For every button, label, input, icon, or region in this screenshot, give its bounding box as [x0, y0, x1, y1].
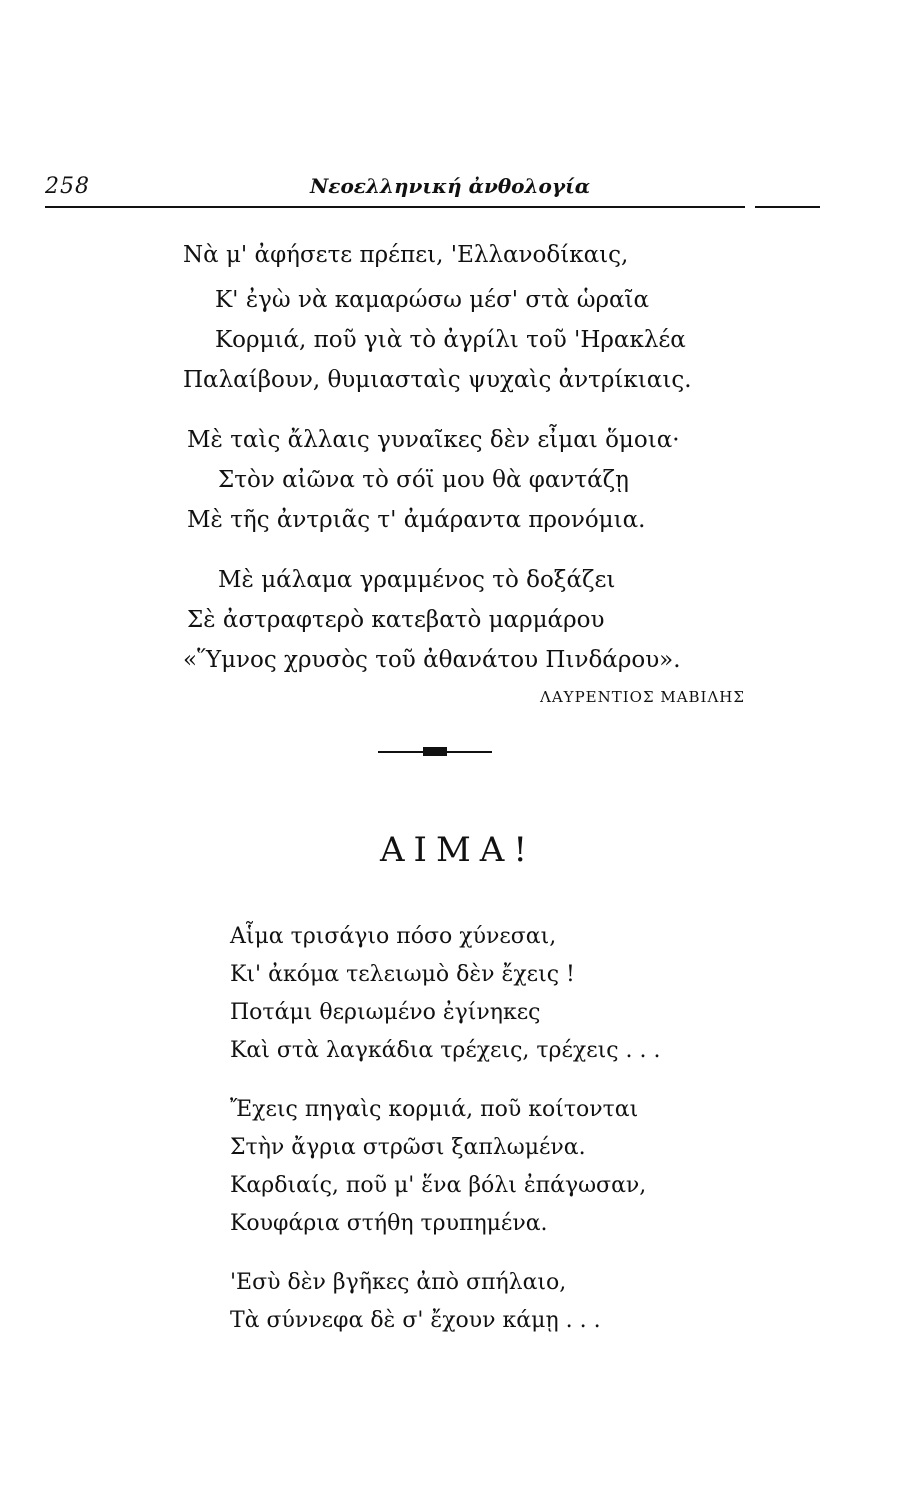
poem2-title: ΑΙΜΑ! — [380, 830, 537, 870]
section-divider — [378, 747, 492, 757]
poem1-author: ΛΑΥΡΕΝΤΙΟΣ ΜΑΒΙΛΗΣ — [540, 688, 745, 706]
poem1-line: Νὰ μ' ἀφήσετε πρέπει, 'Ελλανοδίκαις, — [183, 242, 629, 268]
poem1-line: Μὲ ταὶς ἄλλαις γυναῖκες δὲν εἶμαι ὅμοια· — [187, 427, 680, 453]
poem2-line: Τὰ σύννεφα δὲ σ' ἔχουν κάμῃ . . . — [230, 1308, 601, 1333]
running-title: Νεοελληνική ἀνθολογία — [310, 174, 591, 198]
page-number: 258 — [45, 174, 90, 199]
poem1-line: Κ' ἐγὼ νὰ καμαρώσω μέσ' στὰ ὡραῖα — [215, 287, 650, 313]
header-rule-end — [755, 206, 820, 208]
poem2-line: Στὴν ἄγρια στρῶσι ξαπλωμένα. — [230, 1135, 586, 1160]
poem2-line: Αἷμα τρισάγιο πόσο χύνεσαι, — [230, 924, 557, 949]
poem2-line: Καὶ στὰ λαγκάδια τρέχεις, τρέχεις . . . — [230, 1038, 661, 1063]
poem1-line: Στὸν αἰῶνα τὸ σόϊ μου θὰ φαντάζῃ — [218, 467, 629, 493]
poem1-line: Σὲ ἀστραφτερὸ κατεβατὸ μαρμάρου — [187, 607, 605, 633]
poem1-line: Κορμιά, ποῦ γιὰ τὸ ἀγρίλι τοῦ 'Ηρακλέα — [215, 327, 686, 353]
poem1-line: «Ὕμνος χρυσὸς τοῦ ἀθανάτου Πινδάρου». — [183, 647, 681, 673]
poem2-line: 'Εσὺ δὲν βγῆκες ἀπὸ σπήλαιο, — [230, 1270, 567, 1295]
poem2-line: Κουφάρια στήθη τρυπημένα. — [230, 1211, 548, 1236]
poem2-line: Ποτάμι θεριωμένο ἐγίνηκες — [230, 1000, 541, 1025]
poem2-line: Ἔχεις πηγαὶς κορμιά, ποῦ κοίτονται — [230, 1097, 639, 1122]
header-rule — [45, 206, 745, 208]
poem1-line: Μὲ τῆς ἀντριᾶς τ' ἀμάραντα προνόμια. — [187, 507, 646, 533]
poem2-line: Κι' ἀκόμα τελειωμὸ δὲν ἔχεις ! — [230, 962, 575, 987]
poem1-line: Παλαίβουν, θυμιασταὶς ψυχαὶς ἀντρίκιαις. — [183, 367, 692, 393]
divider-block — [423, 747, 447, 756]
poem2-line: Καρδιαίς, ποῦ μ' ἕνα βόλι ἐπάγωσαν, — [230, 1173, 647, 1198]
poem1-line: Μὲ μάλαμα γραμμένος τὸ δοξάζει — [218, 567, 616, 593]
running-head — [45, 168, 820, 208]
